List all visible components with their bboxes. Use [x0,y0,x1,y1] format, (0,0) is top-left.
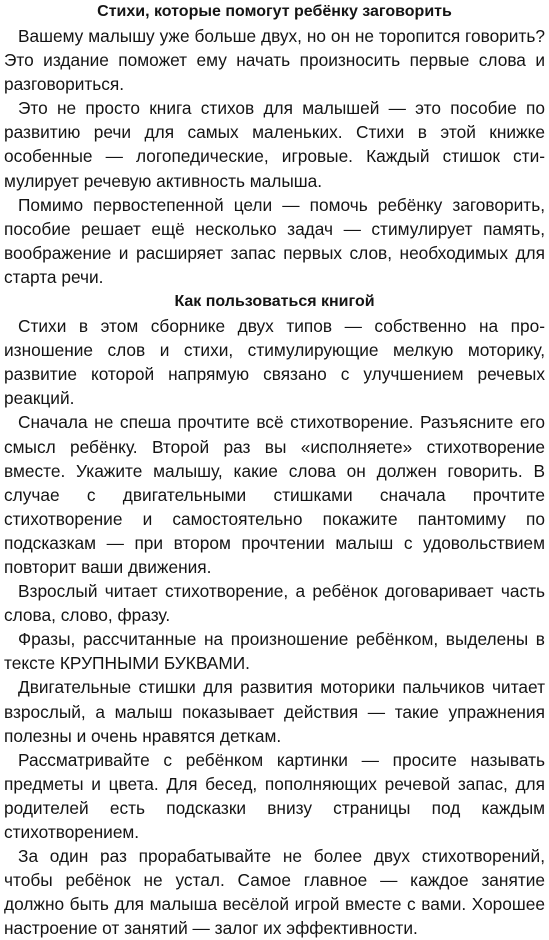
usage-paragraph-1: Стихи в этом сборнике двух типов — собственно на произношение слов и стихи, стимулирующие мелкую моторику, развитие которой напрямую связано с улучшением речевых реакций. [4,316,545,409]
usage-paragraph-6: Рассматривайте с ребёнком картинки — просите называть предметы и цвета. Для бесед, пополняющих речевой запас, для родителей есть подсказки внизу страницы под каждым стихотворением. [4,749,545,842]
usage-paragraph-2: Сначала не спеша прочтите всё стихотворение. Разъясните его смысл ребёнку. Второй раз вы «исполняете» стихотворение вместе. Укажите малышу, какие слова он должен говорить. В случае с двигательными стишками сначала прочтите стихотворение и самостоятельно покажите пантомиму по подсказкам — при втором прочтении малыш с удовольствием повторит ваши движения. [4,412,545,577]
usage-paragraph-7: За один раз прорабатывайте не более двух стихотворений, чтобы ребёнок не устал. Самое главное — каждое занятие должно быть для малыша весёлой игрой вместе с вами. Хорошее настроение от занятий — залог их эффективности. [4,846,545,939]
usage-paragraph-5: Двигательные стишки для развития моторики пальчиков читает взрослый, а малыш показывает действия — такие упражнения полезны и очень нравятся деткам. [4,677,545,746]
intro-paragraph-1: Вашему малышу уже больше двух, но он не торопится говорить? Это издание поможет ему начать произносить первые слова и разговориться. [4,26,545,95]
section-heading-intro: Стихи, которые помогут ребёнку заговорить [97,3,452,20]
intro-paragraph-3: Помимо первостепенной цели — помочь ребёнку заговорить, пособие решает ещё несколько задач — стимулирует память, воображение и расширяет запас первых слов, необходимых для старта речи. [4,194,545,287]
usage-paragraph-3: Взрослый читает стихотворение, а ребёнок договаривает часть слова, слово, фразу. [4,581,545,626]
intro-paragraph-2: Это не просто книга стихов для малышей — это пособие по развитию речи для самых маленьких. Стихи в этой книжке особенные — логопедические, игровые. Каждый стишок стимулирует речевую активность малыша. [4,98,545,191]
section-heading-how-to-use: Как пользоваться книгой [174,293,375,311]
usage-paragraph-4: Фразы, рассчитанные на произношение ребёнком, выделены в тексте КРУПНЫМИ БУКВАМИ. [4,629,545,674]
